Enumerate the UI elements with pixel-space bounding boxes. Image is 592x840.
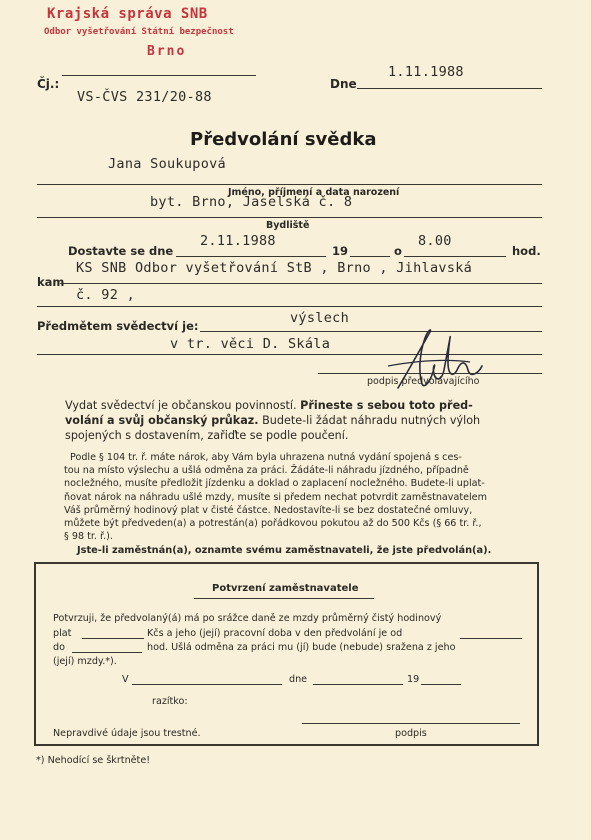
document-title: Předvolání svědka	[190, 129, 377, 150]
issue-date: 1.11.1988	[388, 64, 464, 80]
dne-label: dne	[289, 674, 308, 685]
kcs-text: Kčs a jeho (její) pracovní doba v den předvolání je od	[147, 628, 403, 639]
place-line-2: č. 92 ,	[76, 287, 135, 303]
stamp-line-1: Krajská správa SNB	[47, 6, 208, 22]
employer-box-title: Potvrzení zaměstnavatele	[212, 583, 359, 594]
address-caption: Bydliště	[266, 220, 310, 231]
duty-normal-2: Budete-li žádat náhradu nutných výloh	[258, 414, 481, 427]
instruction-line: tou na místo výslechu a ušlá odměna za práci. Žádáte-li náhradu jízdného, případně	[64, 465, 469, 477]
year-label: 19	[407, 674, 420, 685]
instruction-line: Podle § 104 tr. ř. máte nárok, aby Vám byla uhrazena nutná vydání spojená s ces-	[70, 452, 462, 463]
instruction-line: nocležného, musíte předložit jízdenku a doklad o zaplacení nocležného. Budete-li uplat-	[64, 478, 485, 490]
instruction-line: § 98 tr. ř.).	[64, 531, 113, 543]
stamp-line-2: Odbor vyšetřování Státní bezpečnost	[44, 27, 234, 37]
instruction-line: ňovat nárok na náhradu ušlé mzdy, musíte si předem nechat potvrdit zaměstnavatelem	[64, 491, 487, 503]
stamp-line-3: Brno	[147, 44, 187, 59]
reference-label: Čj.:	[37, 77, 60, 91]
year-prefix: 19	[332, 244, 349, 258]
appear-date: 2.11.1988	[200, 233, 276, 249]
duty-bold-1: Přineste s sebou toto před-	[300, 399, 473, 412]
duty-bold-2: volání a svůj občanský průkaz.	[65, 414, 259, 427]
plat-label: plat	[53, 628, 72, 639]
time-o-label: o	[394, 244, 402, 258]
subject-line-2: v tr. věci D. Skála	[170, 336, 331, 352]
do-label: do	[53, 642, 65, 653]
instructions-paragraph	[64, 451, 487, 543]
duty-line-3: spojených s dostavením, zařiďte se podle poučení.	[65, 429, 349, 442]
instruction-line: můžete být předveden(a) a potrestán(a) pořádkovou pokutou až do 500 Kčs (§ 66 tr. ř.,	[64, 518, 482, 530]
witness-name: Jana Soukupová	[108, 156, 226, 172]
name-caption: Jméno, příjmení a data narození	[228, 187, 400, 198]
razitko-label: razítko:	[152, 696, 188, 707]
appear-label: Dostavte se dne	[68, 244, 174, 258]
v-label: V	[122, 674, 129, 685]
employer-signature-label: podpis	[395, 728, 427, 739]
subject-label: Předmětem svědectví je:	[37, 319, 199, 333]
place-line-1: KS SNB Odbor vyšetřování StB , Brno , Jihlavská	[76, 260, 473, 276]
duty-paragraph	[65, 398, 480, 443]
false-info-note: Nepravdivé údaje jsou trestné.	[53, 728, 201, 739]
subject-line-1: výslech	[290, 310, 349, 326]
employed-note: Jste-li zaměstnán(a), oznamte svému zaměstnavateli, že jste předvolán(a).	[77, 545, 492, 556]
witness-address: byt. Brno, Jaselská č. 8	[150, 194, 353, 210]
instruction-line: Váš průměrný hodinový plat v čisté částce. Nedostavíte-li se bez dostatečné omluvy,	[64, 504, 473, 516]
employer-line-4: (její) mzdy.*).	[53, 656, 117, 667]
duty-normal-1: Vydat svědectví je občanskou povinností.	[65, 399, 301, 412]
place-label: kam	[37, 275, 65, 289]
employer-line-1: Potvrzuji, že předvolaný(á) má po srážce daně ze mzdy průměrný čistý hodinový	[53, 613, 442, 624]
reference-number: VS-ČVS 231/20-88	[77, 89, 212, 105]
employer-line-3: hod. Ušlá odměna za práci mu (jí) bude (nebude) sražena z jeho	[147, 642, 456, 653]
hour-label: hod.	[512, 244, 541, 258]
date-label: Dne	[330, 77, 357, 91]
appear-time: 8.00	[418, 233, 452, 249]
footnote: *) Nehodící se škrtněte!	[36, 755, 151, 766]
signature-caption: podpis předvolávajícího	[367, 376, 480, 387]
